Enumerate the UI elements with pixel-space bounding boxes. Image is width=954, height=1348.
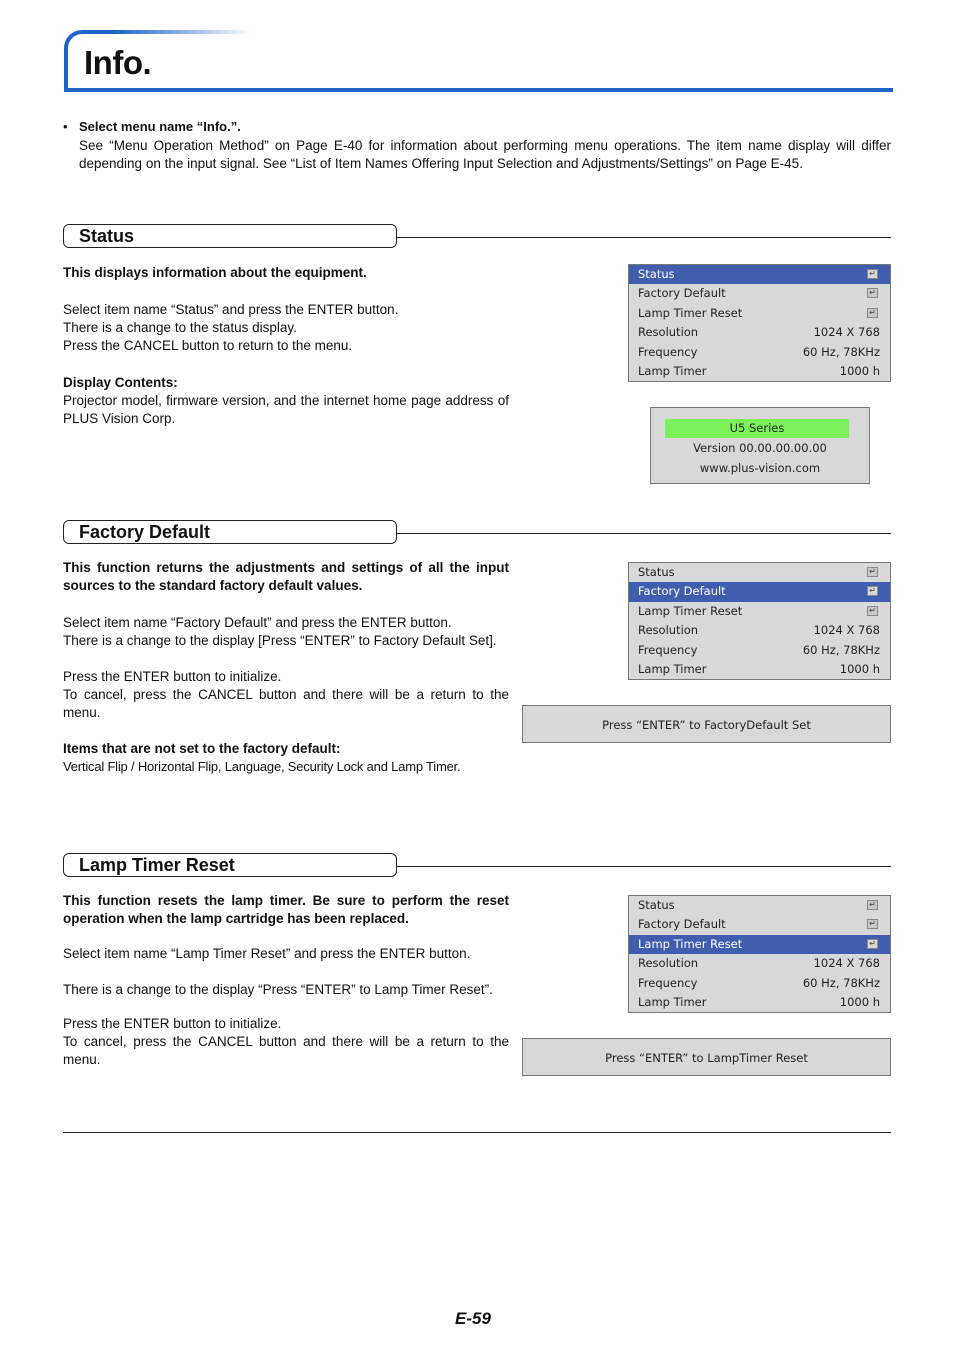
lamp-p1: Select item name “Lamp Timer Reset” and press the ENTER button. xyxy=(63,946,471,961)
factory-default-prompt: Press “ENTER” to FactoryDefault Set xyxy=(522,705,891,743)
menu-item-label: Lamp Timer xyxy=(638,994,707,1009)
page-number: E-59 xyxy=(455,1309,491,1328)
section-title: Factory Default xyxy=(79,522,211,542)
menu-item-resolution xyxy=(629,621,890,640)
enter-icon: ↵ xyxy=(867,606,878,616)
section-rule xyxy=(397,866,891,867)
menu-item-status[interactable] xyxy=(629,563,890,582)
menu-item-label: Lamp Timer Reset xyxy=(638,936,743,951)
status-menu xyxy=(628,264,891,382)
enter-icon: ↵ xyxy=(867,269,878,279)
status-p3: Press the CANCEL button to return to the menu. xyxy=(63,338,353,353)
menu-item-status[interactable] xyxy=(629,265,890,284)
lamp-p3: Press the ENTER button to initialize. xyxy=(63,1016,282,1031)
menu-item-label: Status xyxy=(638,267,675,281)
firmware-version: Version 00.00.00.00.00 xyxy=(693,441,827,455)
status-lead: This displays information about the equipment. xyxy=(63,265,367,280)
factory-default-menu xyxy=(628,562,891,680)
intro-heading: Select menu name “Info.”. xyxy=(79,119,241,134)
header-frame xyxy=(64,30,893,92)
lamp-text xyxy=(63,892,509,1069)
menu-item-lamp-timer xyxy=(629,362,890,381)
menu-item-label: Lamp Timer xyxy=(638,363,707,378)
menu-item-status[interactable] xyxy=(629,896,890,915)
enter-icon: ↵ xyxy=(867,308,878,318)
menu-item-value: 60 Hz, 78KHz xyxy=(802,642,880,657)
menu-item-label: Resolution xyxy=(638,623,699,638)
status-p2: There is a change to the status display. xyxy=(63,320,297,335)
menu-item-value: 1000 h xyxy=(839,363,880,378)
factory-text xyxy=(63,559,509,776)
section-title: Lamp Timer Reset xyxy=(79,855,235,875)
factory-p1: Select item name “Factory Default” and press the ENTER button. xyxy=(63,615,452,630)
menu-item-value: 1024 X 768 xyxy=(813,956,880,971)
menu-item-label: Frequency xyxy=(638,975,698,990)
menu-item-label: Factory Default xyxy=(638,917,726,932)
menu-item-factory-default[interactable] xyxy=(629,915,890,934)
menu-item-value: 1024 X 768 xyxy=(813,325,880,340)
section-rule xyxy=(397,237,891,238)
menu-item-label: Lamp Timer Reset xyxy=(638,603,743,618)
section-heading-lamp-timer-reset xyxy=(63,853,397,877)
factory-p3: Press the ENTER button to initialize. xyxy=(63,669,282,684)
menu-item-label: Factory Default xyxy=(638,286,726,301)
intro-body: See “Menu Operation Method” on Page E-40 for information about performing menu operations. The item name display will differ depending on the input signal. See “List of Item Names Offering Input Selection and Adjustments/Settings” on Page E-45. xyxy=(79,138,891,171)
menu-item-value: 60 Hz, 78KHz xyxy=(802,975,880,990)
lamp-timer-reset-prompt: Press “ENTER” to LampTimer Reset xyxy=(522,1038,891,1076)
status-p1: Select item name “Status” and press the ENTER button. xyxy=(63,302,399,317)
factory-items-heading: Items that are not set to the factory default: xyxy=(63,741,341,756)
lamp-lead: This function resets the lamp timer. Be sure to perform the reset operation when the lamp cartridge has been replaced. xyxy=(63,893,509,926)
enter-icon: ↵ xyxy=(867,900,878,910)
enter-icon: ↵ xyxy=(867,919,878,929)
menu-item-label: Frequency xyxy=(638,344,698,359)
menu-item-frequency xyxy=(629,343,890,362)
menu-item-label: Status xyxy=(638,565,675,579)
enter-icon: ↵ xyxy=(867,586,878,596)
menu-item-frequency xyxy=(629,641,890,660)
menu-item-label: Lamp Timer xyxy=(638,661,707,676)
factory-items-body: Vertical Flip / Horizontal Flip, Language, Security Lock and Lamp Timer. xyxy=(63,759,461,774)
enter-icon: ↵ xyxy=(867,288,878,298)
header-accent xyxy=(112,30,252,34)
factory-p4: To cancel, press the CANCEL button and there will be a return to the menu. xyxy=(63,687,509,720)
home-page-url: www.plus-vision.com xyxy=(699,461,821,475)
menu-item-label: Resolution xyxy=(638,956,699,971)
page-title: Info. xyxy=(84,44,152,81)
menu-item-label: Resolution xyxy=(638,325,699,340)
menu-item-factory-default[interactable] xyxy=(629,284,890,303)
lamp-p4: To cancel, press the CANCEL button and there will be a return to the menu. xyxy=(63,1034,509,1067)
section-rule xyxy=(397,533,891,534)
intro-bullet: • xyxy=(63,119,68,134)
bottom-rule xyxy=(63,1132,891,1133)
factory-lead: This function returns the adjustments and settings of all the input sources to the standard factory default values. xyxy=(63,560,509,593)
menu-item-value: 1000 h xyxy=(839,661,880,676)
lamp-p2: There is a change to the display “Press “ENTER” to Lamp Timer Reset”. xyxy=(63,982,493,997)
menu-item-lamp-timer xyxy=(629,993,890,1012)
enter-icon: ↵ xyxy=(867,567,878,577)
lamp-timer-reset-menu xyxy=(628,895,891,1013)
menu-item-label: Lamp Timer Reset xyxy=(638,305,743,320)
section-title: Status xyxy=(79,226,135,246)
menu-item-lamp-timer-reset[interactable] xyxy=(629,935,890,954)
menu-item-value: 1000 h xyxy=(839,994,880,1009)
menu-item-lamp-timer xyxy=(629,660,890,679)
menu-item-value: 1024 X 768 xyxy=(813,623,880,638)
menu-item-label: Status xyxy=(638,898,675,912)
menu-item-resolution xyxy=(629,954,890,973)
status-text xyxy=(63,264,509,428)
factory-p2: There is a change to the display [Press “ENTER” to Factory Default Set]. xyxy=(63,633,497,648)
menu-item-frequency xyxy=(629,974,890,993)
menu-item-lamp-timer-reset[interactable] xyxy=(629,304,890,323)
status-display-heading: Display Contents: xyxy=(63,375,178,390)
menu-item-resolution xyxy=(629,323,890,342)
menu-item-lamp-timer-reset[interactable] xyxy=(629,602,890,621)
status-info-display xyxy=(650,407,870,484)
menu-item-label: Frequency xyxy=(638,642,698,657)
menu-item-value: 60 Hz, 78KHz xyxy=(802,344,880,359)
model-name: U5 Series xyxy=(665,419,849,438)
section-heading-factory-default xyxy=(63,520,397,544)
menu-item-label: Factory Default xyxy=(638,584,726,599)
section-heading-status xyxy=(63,224,397,248)
enter-icon: ↵ xyxy=(867,939,878,949)
menu-item-factory-default[interactable] xyxy=(629,582,890,601)
status-display-body: Projector model, firmware version, and the internet home page address of PLUS Vision Corp. xyxy=(63,393,509,426)
